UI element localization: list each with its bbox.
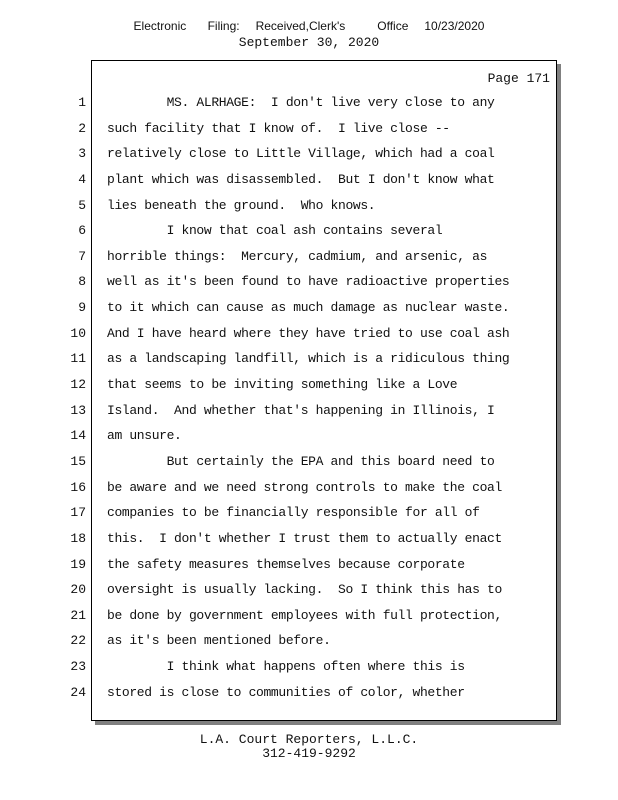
reporter-phone: 312-419-9292 — [262, 746, 356, 761]
line-number: 10 — [70, 325, 86, 341]
transcript-line: as it's been mentioned before. — [107, 633, 331, 649]
filing-stamp: Electronic Filing: Received,Clerk's Office 10/23/2020 — [133, 19, 485, 33]
line-number: 1 — [78, 95, 86, 110]
transcript-line: And I have heard where they have tried to use coal ash — [107, 325, 510, 341]
line-number: 17 — [70, 505, 86, 521]
line-number: 3 — [78, 146, 86, 162]
line-number: 8 — [78, 274, 86, 290]
line-number-column — [60, 90, 86, 705]
line-number: 13 — [70, 402, 86, 418]
transcript-line: be aware and we need strong controls to make the coal — [107, 479, 502, 495]
page-number: Page 171 — [487, 71, 550, 86]
transcript-date: September 30, 2020 — [238, 35, 380, 50]
transcript-line: as a landscaping landfill, which is a ridiculous thing — [107, 351, 510, 367]
transcript-line: Island. And whether that's happening in Illinois, I — [107, 402, 495, 418]
line-number: 12 — [70, 377, 86, 393]
line-number: 11 — [70, 351, 86, 367]
line-number: 22 — [70, 633, 86, 649]
line-number: 19 — [70, 556, 86, 572]
transcript-line: this. I don't whether I trust them to actually enact — [107, 530, 502, 546]
footer — [0, 733, 618, 761]
transcript-line: am unsure. — [107, 428, 182, 444]
line-number: 16 — [70, 479, 86, 495]
transcript-line: such facility that I know of. I live close -- — [107, 120, 450, 136]
transcript-line: lies beneath the ground. Who knows. — [107, 197, 376, 213]
line-number: 7 — [78, 248, 86, 264]
line-number: 9 — [78, 300, 86, 316]
line-number: 5 — [78, 197, 86, 213]
transcript-text — [107, 90, 547, 705]
line-number: 14 — [70, 428, 86, 444]
line-number: 24 — [70, 684, 86, 700]
transcript-line: horrible things: Mercury, cadmium, and arsenic, as — [107, 248, 488, 264]
transcript-line: MS. ALRHAGE: I don't live very close to any — [107, 95, 495, 110]
transcript-line: to it which can cause as much damage as nuclear waste. — [107, 300, 510, 316]
transcript-line: companies to be financially responsible for all of — [107, 505, 480, 521]
transcript-line: But certainly the EPA and this board need to — [107, 453, 495, 469]
transcript-line: that seems to be inviting something like a Love — [107, 377, 458, 393]
transcript-line: I think what happens often where this is — [107, 659, 465, 675]
transcript-line: relatively close to Little Village, which had a coal — [107, 146, 495, 162]
line-number: 18 — [70, 530, 86, 546]
transcript-line: well as it's been found to have radioactive properties — [107, 274, 510, 290]
line-number: 23 — [70, 659, 86, 675]
transcript-line: be done by government employees with full protection, — [107, 607, 502, 623]
line-number: 20 — [70, 582, 86, 598]
transcript-line: the safety measures themselves because corporate — [107, 556, 465, 572]
line-number: 15 — [70, 453, 86, 469]
transcript-line: plant which was disassembled. But I don't know what — [107, 171, 495, 187]
line-number: 4 — [78, 171, 86, 187]
line-number: 21 — [70, 607, 86, 623]
transcript-line: oversight is usually lacking. So I think this has to — [107, 582, 502, 598]
transcript-line: stored is close to communities of color, whether — [107, 684, 465, 700]
line-number: 2 — [78, 120, 86, 136]
reporter-company: L.A. Court Reporters, L.L.C. — [199, 732, 419, 747]
transcript-line: I know that coal ash contains several — [107, 223, 443, 239]
line-number: 6 — [78, 223, 86, 239]
